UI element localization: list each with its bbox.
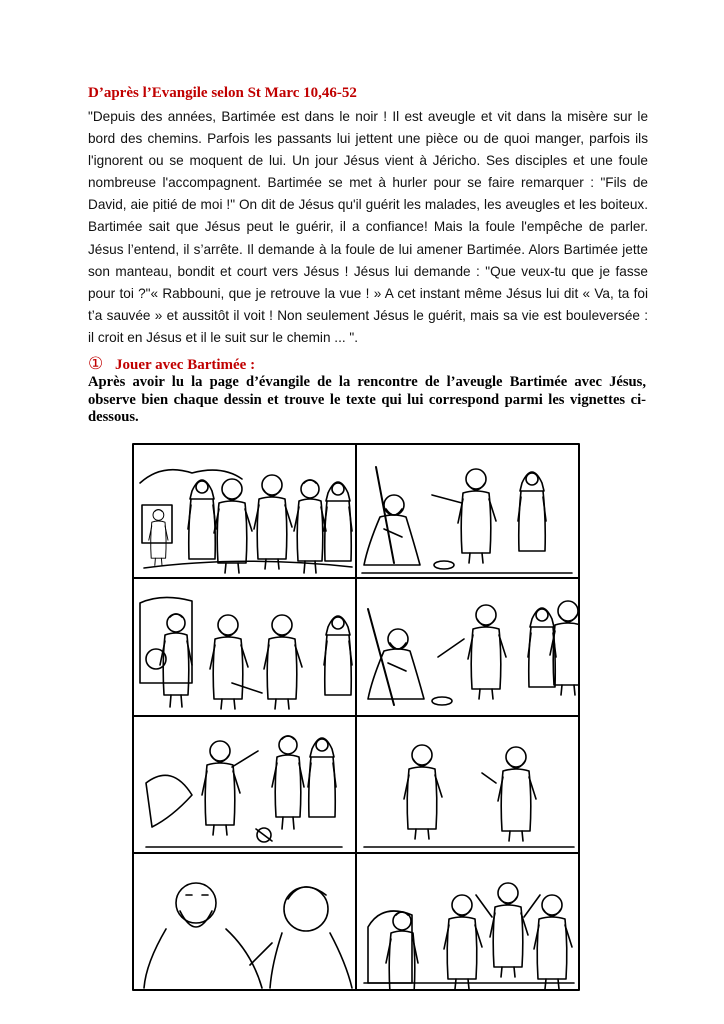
page-title: D’après l’Evangile selon St Marc 10,46-52 bbox=[88, 85, 357, 101]
bartimaeus-sees-panel bbox=[144, 883, 352, 988]
section-heading bbox=[88, 354, 255, 374]
circled-number-one: ① bbox=[88, 354, 104, 373]
bartimaeus-runs-to-jesus-panel bbox=[364, 745, 574, 847]
gospel-quote: "Depuis des années, Bartimée est dans le noir ! Il est aveugle et vit dans la misère sur le bord des chemins. Parfois les passants lui jettent une pièce ou de quoi manger, parfois ils l'ignorent ou se moquent de lui. Un jour Jésus vient à Jéricho. Ses disciples et une foule nombreuse l'accompagnent. Bartimée se met à hurler pour se faire remarquer : "Fils de David, aie pitié de moi !" On dit de Jésus qu'il guérit les malades, les aveugles et les boiteux. Bartimée sait que Jésus peut le guérir, il a confiance! Mais la foule l'empêche de parler. Jésus l’entend, il s’arrête. Il demande à la foule de lui amener Bartimée. Alors Bartimée jette son manteau, bondit et court vers Jésus ! Jésus lui demande : "Que veux-tu que je fasse pour toi ?"« Rabbouni, que je retrouve la vue ! » A cet instant même Jésus lui dit « Va, ta foi t’a sauvée » et aussitôt il voit ! Non seulement Jésus le guérit, mais sa vie est bouleversée : il croit en Jésus et il le suit sur le chemin ... ". bbox=[88, 109, 648, 345]
bartimaeus-called-panel bbox=[368, 601, 580, 705]
jesus-talking-disciples-panel bbox=[140, 597, 352, 709]
jesus-meets-bartimaeus-panel bbox=[362, 467, 572, 573]
crowd-walking-panel bbox=[140, 470, 352, 573]
section-heading-label: Jouer avec Bartimée : bbox=[115, 357, 256, 373]
instructions-text: Après avoir lu la page d’évangile de la rencontre de l’aveugle Bartimée avec Jésus, observe bien chaque dessin et trouve le texte qui lui correspond parmi les vignettes ci-dessous. bbox=[88, 374, 646, 425]
comic-strip bbox=[132, 443, 580, 991]
bartimaeus-throws-cloak-panel bbox=[146, 736, 342, 847]
bartimaeus-follows-panel bbox=[364, 883, 574, 991]
